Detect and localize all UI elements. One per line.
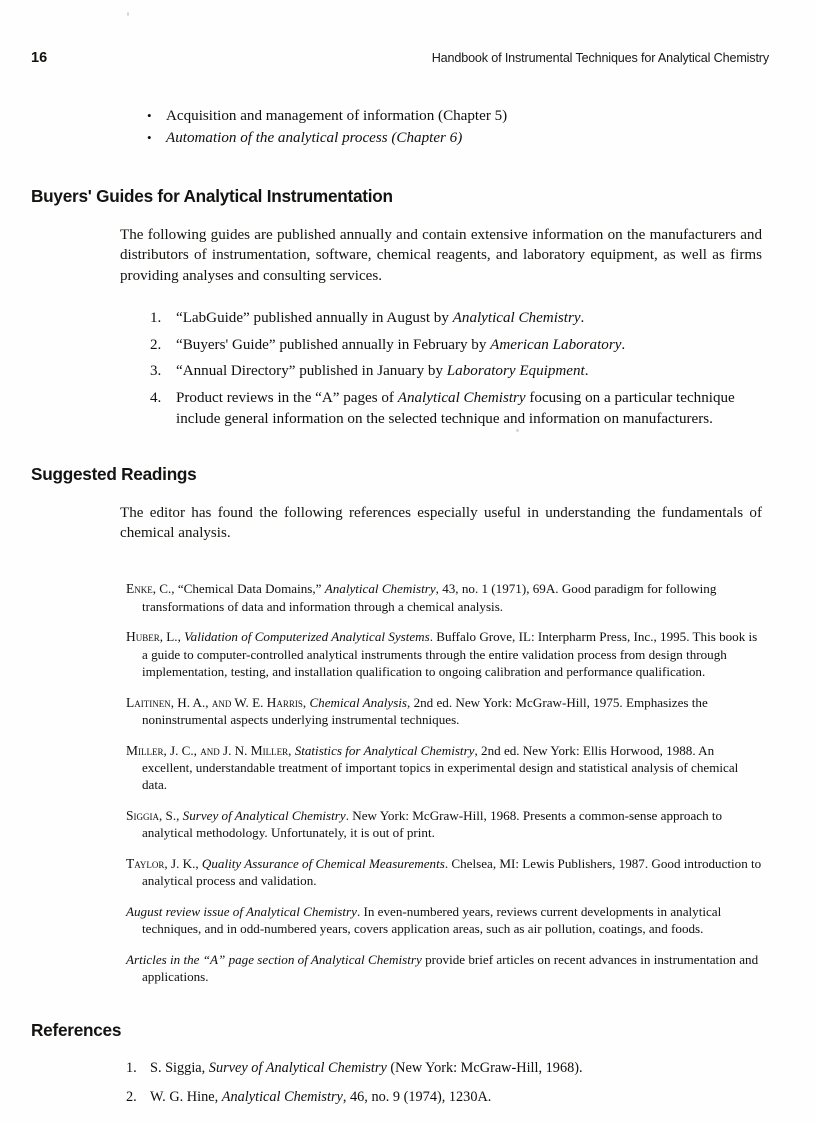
- reference-item: 2. W. G. Hine, Analytical Chemistry, 46, no. 9 (1974), 1230A.: [126, 1089, 492, 1106]
- suggested-readings-intro: The editor has found the following references especially useful in understanding the fundamentals of chemical analysis.: [120, 504, 762, 541]
- list-marker: 1.: [150, 310, 162, 327]
- list-marker: 2.: [150, 336, 162, 353]
- title-italic: Validation of Computerized Analytical Systems: [184, 629, 430, 645]
- buyers-guides-intro: The following guides are published annually and contain extensive information on the manufacturers and distributors of instrumentation, software, chemical reagents, and laboratory equipment, as well as firms providing analyses and consulting services.: [120, 226, 762, 284]
- bibliography-entry: Laitinen, H. A., and W. E. Harris, Chemical Analysis, 2nd ed. New York: McGraw-Hill, 1975. Emphasizes the noninstrumental aspects underlying instrumental techniques.: [126, 694, 708, 728]
- author-conjunction: and: [200, 742, 220, 758]
- heading-buyers-guides: Buyers' Guides for Analytical Instrumentation: [31, 185, 393, 206]
- buyers-guides-list: [150, 308, 762, 431]
- buyers-guide-item: 2. “Buyers' Guide” published annually in February by American Laboratory.: [150, 335, 762, 357]
- author-surname: Siggia: [126, 807, 159, 823]
- bibliography-entry: Huber, L., Validation of Computerized Analytical Systems. Buffalo Grove, IL: Interpharm Press, Inc., 1995. This book is a guide to computer-controlled analytical instruments through the entire validation process from design through implementation, testing, and installation qualification to ongoing calibration and performance qualification.: [126, 629, 758, 680]
- scan-speck: [127, 12, 129, 16]
- bibliography-list: [126, 580, 762, 985]
- title-italic: Laboratory Equipment: [446, 363, 585, 380]
- title-italic: Quality Assurance of Chemical Measurements: [201, 855, 445, 871]
- bullet-item-label: Automation of the analytical process (Chapter 6): [166, 130, 463, 147]
- bullet-item-label: Acquisition and management of information (Chapter 5): [166, 108, 508, 124]
- list-marker: 4.: [150, 389, 162, 406]
- heading-references: References: [31, 1020, 122, 1041]
- author-surname: Huber: [126, 629, 160, 645]
- references-list: [126, 1059, 762, 1107]
- title-italic: Survey of Analytical Chemistry: [182, 807, 346, 823]
- running-title: Handbook of Instrumental Techniques for Analytical Chemistry: [431, 51, 769, 65]
- title-italic: Analytical Chemistry: [397, 389, 526, 406]
- title-italic: Analytical Chemistry: [221, 1089, 343, 1106]
- reference-item: 1. S. Siggia, Survey of Analytical Chemistry (New York: McGraw-Hill, 1968).: [126, 1060, 583, 1077]
- bibliography-entry: Siggia, S., Survey of Analytical Chemistry. New York: McGraw-Hill, 1968. Presents a common-sense approach to analytical methodology. Unfortunately, it is out of print.: [126, 807, 723, 841]
- title-italic: American Laboratory: [490, 336, 622, 353]
- title-italic: Analytical Chemistry: [324, 581, 436, 597]
- entry-lead-italic: August review issue of Analytical Chemistry: [126, 903, 357, 919]
- page-content: [0, 105, 816, 1117]
- title-italic: Analytical Chemistry: [452, 310, 581, 327]
- running-head: [31, 50, 769, 72]
- author-surname: Miller: [126, 742, 164, 758]
- buyers-guide-item: 4. Product reviews in the “A” pages of Analytical Chemistry focusing on a particular technique include general information on the selected technique and information on manufacturers.: [150, 389, 735, 428]
- entry-lead-italic: Articles in the “A” page section of Analytical Chemistry: [126, 951, 422, 967]
- buyers-guide-item: 3. “Annual Directory” published in January by Laboratory Equipment.: [150, 361, 762, 383]
- bullet-dot-icon: •: [147, 130, 152, 146]
- title-italic: Survey of Analytical Chemistry: [208, 1060, 387, 1077]
- bibliography-entry: Taylor, J. K., Quality Assurance of Chemical Measurements. Chelsea, MI: Lewis Publishers, 1987. Good introduction to analytical process and validation.: [126, 855, 762, 889]
- bullet-dot-icon: •: [147, 108, 152, 123]
- author-surname: Enke: [126, 581, 153, 597]
- author-surname: Harris: [266, 694, 303, 710]
- heading-suggested-readings: Suggested Readings: [31, 463, 197, 484]
- bibliography-entry: Enke, C., “Chemical Data Domains,” Analytical Chemistry, 43, no. 1 (1971), 69A. Good paradigm for following transformations of data and information through a chemical analysis.: [126, 581, 717, 614]
- title-italic: Statistics for Analytical Chemistry: [294, 742, 475, 758]
- bibliography-entry: Miller, J. C., and J. N. Miller, Statistics for Analytical Chemistry, 2nd ed. New York: Ellis Horwood, 1988. An excellent, understandable treatment of important topics in experimental design and statistical analysis of chemical data.: [126, 742, 739, 793]
- author-surname: Laitinen: [126, 694, 171, 710]
- author-surname: Taylor: [126, 855, 165, 871]
- carryover-bullet-item: [145, 105, 816, 127]
- carryover-bullet-item: [145, 127, 816, 149]
- page-number: 16: [31, 50, 48, 66]
- buyers-guide-item: 1. “LabGuide” published annually in August by Analytical Chemistry.: [150, 308, 762, 330]
- list-marker: 3.: [150, 363, 162, 380]
- author-surname: Miller: [250, 742, 289, 758]
- author-conjunction: and: [211, 694, 232, 710]
- list-marker: 1.: [126, 1060, 137, 1077]
- bibliography-entry: August review issue of Analytical Chemistry. In even-numbered years, reviews current developments in analytical techniques, and in odd-numbered years, covers application areas, such as air pollution, coatings, and foods.: [126, 903, 722, 937]
- bibliography-entry: Articles in the “A” page section of Analytical Chemistry provide brief articles on recent advances in instrumentation and applications.: [126, 951, 759, 984]
- list-marker: 2.: [126, 1089, 137, 1106]
- title-italic: Chemical Analysis: [309, 694, 408, 710]
- carryover-bullet-list: [145, 105, 816, 150]
